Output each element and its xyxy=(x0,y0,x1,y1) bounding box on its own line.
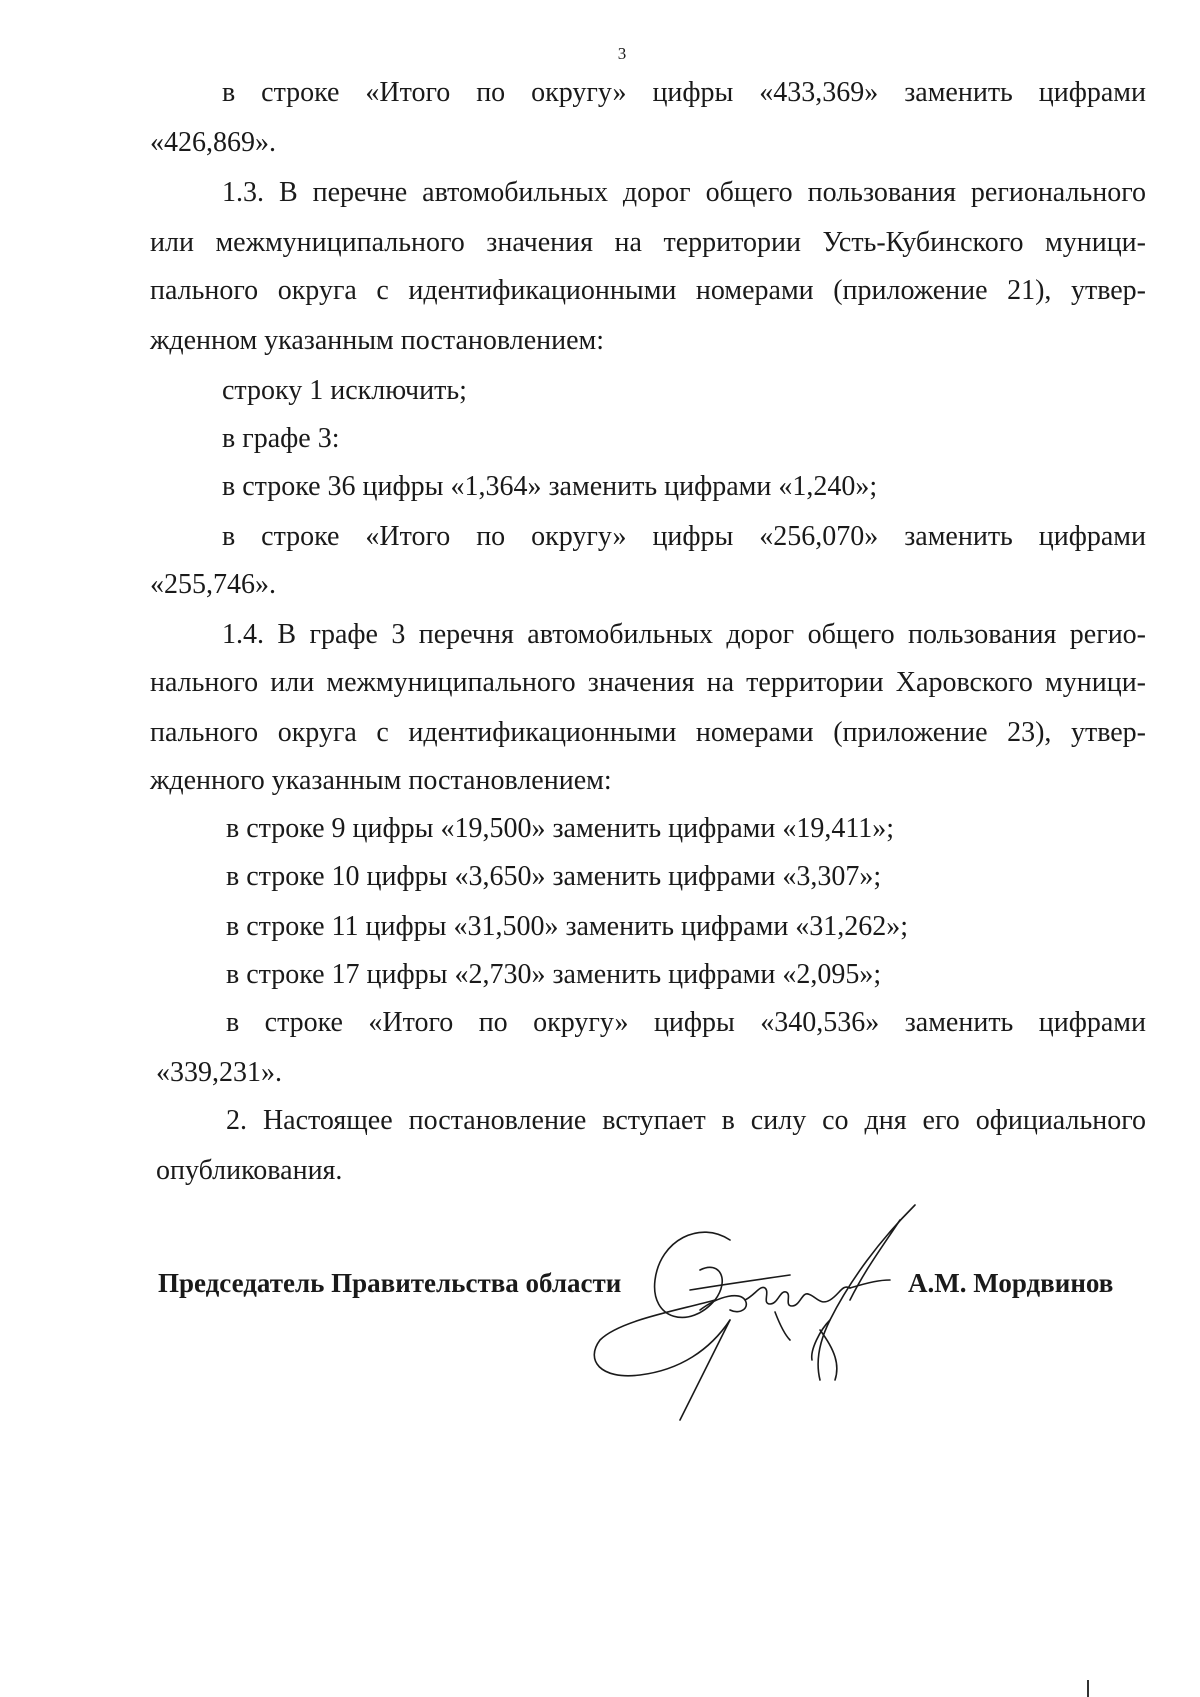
paragraph-2-start: 2. Настоящее постановление вступает в силу со дня его официального xyxy=(226,1105,1146,1136)
text-line: в строке «Итого по округу» цифры «256,070» заменить цифрами xyxy=(222,521,1146,552)
text-line: в строке 9 цифры «19,500» заменить цифрами «19,411»; xyxy=(226,813,895,844)
text-line: опубликования. xyxy=(156,1155,343,1186)
text-line: пального округа с идентификационными номерами (приложение 21), утвер- xyxy=(150,275,1146,306)
text-line: «339,231». xyxy=(156,1057,282,1088)
text-line: строку 1 исключить; xyxy=(222,375,467,406)
page-number: 3 xyxy=(617,44,627,63)
text-line: жденном указанным постановлением: xyxy=(150,325,605,356)
text-line: в строке 36 цифры «1,364» заменить цифрами «1,240»; xyxy=(222,471,878,502)
signatory-name: А.М. Мордвинов xyxy=(908,1268,1114,1298)
text-line: в строке «Итого по округу» цифры «433,369» заменить цифрами xyxy=(222,77,1146,108)
text-line: в графе 3: xyxy=(222,423,340,454)
text-line: «255,746». xyxy=(150,569,276,600)
text-line: в строке 11 цифры «31,500» заменить цифрами «31,262»; xyxy=(226,911,909,942)
text-line: жденного указанным постановлением: xyxy=(150,765,612,796)
handwritten-signature xyxy=(580,1200,940,1430)
margin-mark xyxy=(1087,1680,1089,1697)
text-line: пального округа с идентификационными номерами (приложение 23), утвер- xyxy=(150,717,1146,748)
text-line: в строке «Итого по округу» цифры «340,536» заменить цифрами xyxy=(226,1007,1146,1038)
text-line: в строке 17 цифры «2,730» заменить цифрами «2,095»; xyxy=(226,959,882,990)
text-line: нального или межмуниципального значения на территории Харовского муници- xyxy=(150,667,1146,698)
signatory-title: Председатель Правительства области xyxy=(158,1268,622,1298)
text-line: или межмуниципального значения на территории Усть-Кубинского муници- xyxy=(150,227,1146,258)
text-line: «426,869». xyxy=(150,127,276,158)
text-line: в строке 10 цифры «3,650» заменить цифрами «3,307»; xyxy=(226,861,882,892)
paragraph-1-3-start: 1.3. В перечне автомобильных дорог общего пользования регионального xyxy=(222,177,1146,208)
paragraph-1-4-start: 1.4. В графе 3 перечня автомобильных дорог общего пользования регио- xyxy=(222,619,1146,650)
